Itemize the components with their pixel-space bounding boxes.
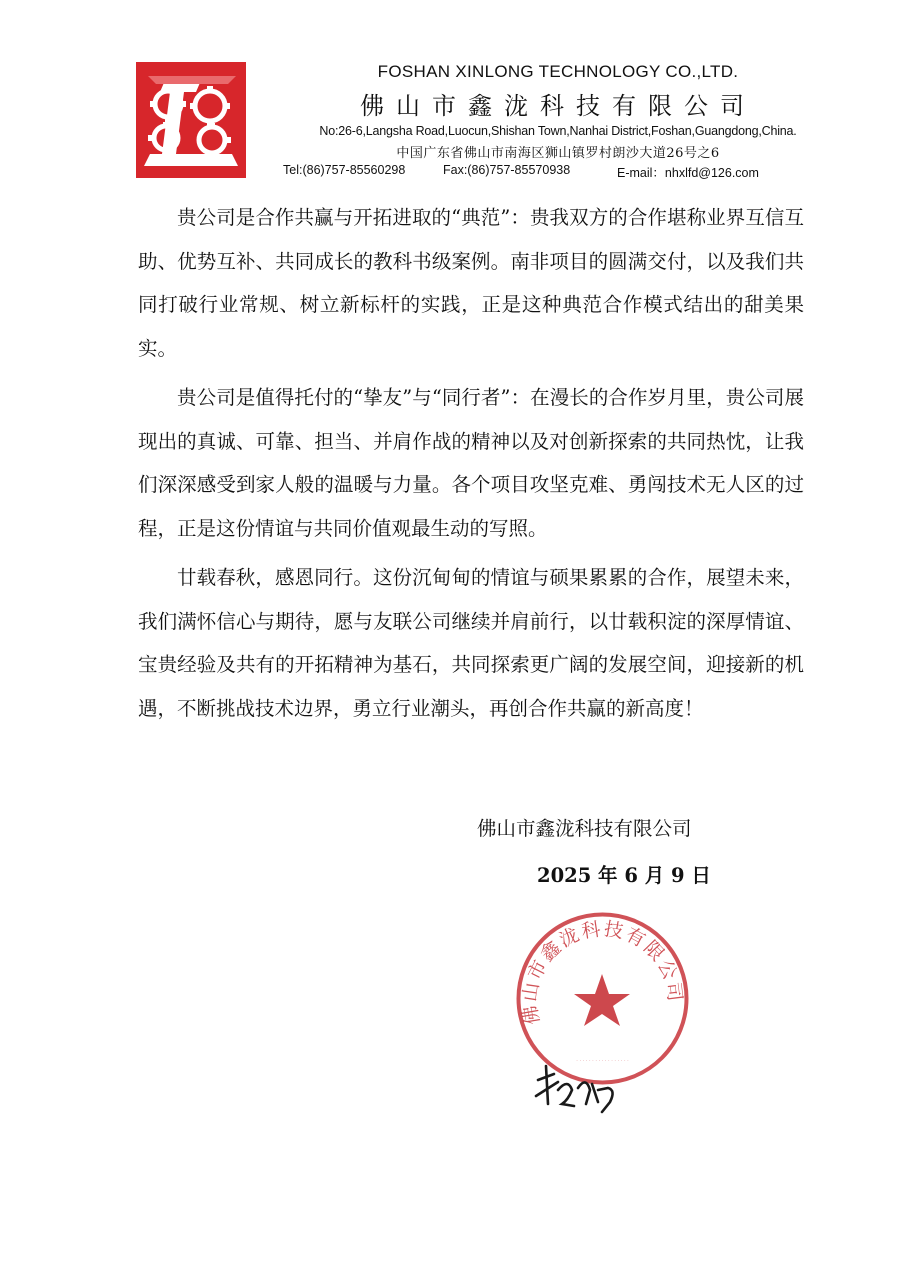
svg-text:佛山市鑫泷科技有限公司: 佛山市鑫泷科技有限公司 bbox=[518, 917, 687, 1027]
company-name-english: FOSHAN XINLONG TECHNOLOGY CO.,LTD. bbox=[377, 62, 739, 81]
fax: Fax:(86)757-85570938 bbox=[443, 163, 571, 177]
company-logo bbox=[136, 62, 246, 178]
letter-body bbox=[138, 196, 804, 736]
company-name-chinese: 佛山市鑫泷科技有限公司 bbox=[360, 92, 756, 120]
paragraph-2: 贵公司是值得托付的“挚友”与“同行者”：在漫长的合作岁月里，贵公司展现出的真诚、可靠、担当、并肩作战的精神以及对创新探索的共同热忱，让我们深深感受到家人般的温暖与力量。各个项目攻坚克难、勇闯技术无人区的过程，正是这份情谊与共同价值观最生动的写照。 bbox=[138, 386, 804, 540]
address-english: No:26-6,Langsha Road,Luocun,Shishan Town,Nanhai District,Foshan,Guangdong,China. bbox=[319, 124, 797, 138]
address-chinese: 中国广东省佛山市南海区狮山镇罗村朗沙大道26号之6 bbox=[396, 146, 720, 161]
handwritten-signature bbox=[528, 1060, 628, 1118]
svg-text:· · · · · · · · · · · · · · ·: · · · · · · · · · · · · · · · · · bbox=[576, 1058, 629, 1064]
signature-date: 2025 年 6 月 9 日 bbox=[537, 864, 711, 887]
paragraph-1: 贵公司是合作共赢与开拓进取的“典范”：贵我双方的合作堪称业界互信互助、优势互补、共同成长的教科书级案例。南非项目的圆满交付，以及我们共同打破行业常规、树立新标杆的实践，正是这种典范合作模式结出的甜美果实。 bbox=[138, 206, 804, 360]
email: E-mail：nhxlfd@126.com bbox=[617, 166, 759, 180]
telephone: Tel:(86)757-85560298 bbox=[283, 163, 406, 177]
paragraph-3: 廿载春秋，感恩同行。这份沉甸甸的情谊与硕果累累的合作，展望未来，我们满怀信心与期待，愿与友联公司继续并肩前行，以廿载积淀的深厚情谊、宝贵经验及共有的开拓精神为基石，共同探索更广阔的发展空间，迎接新的机遇，不断挑战技术边界，勇立行业潮头，再创合作共赢的新高度！ bbox=[138, 566, 804, 720]
signature-company: 佛山市鑫泷科技有限公司 bbox=[477, 817, 692, 840]
